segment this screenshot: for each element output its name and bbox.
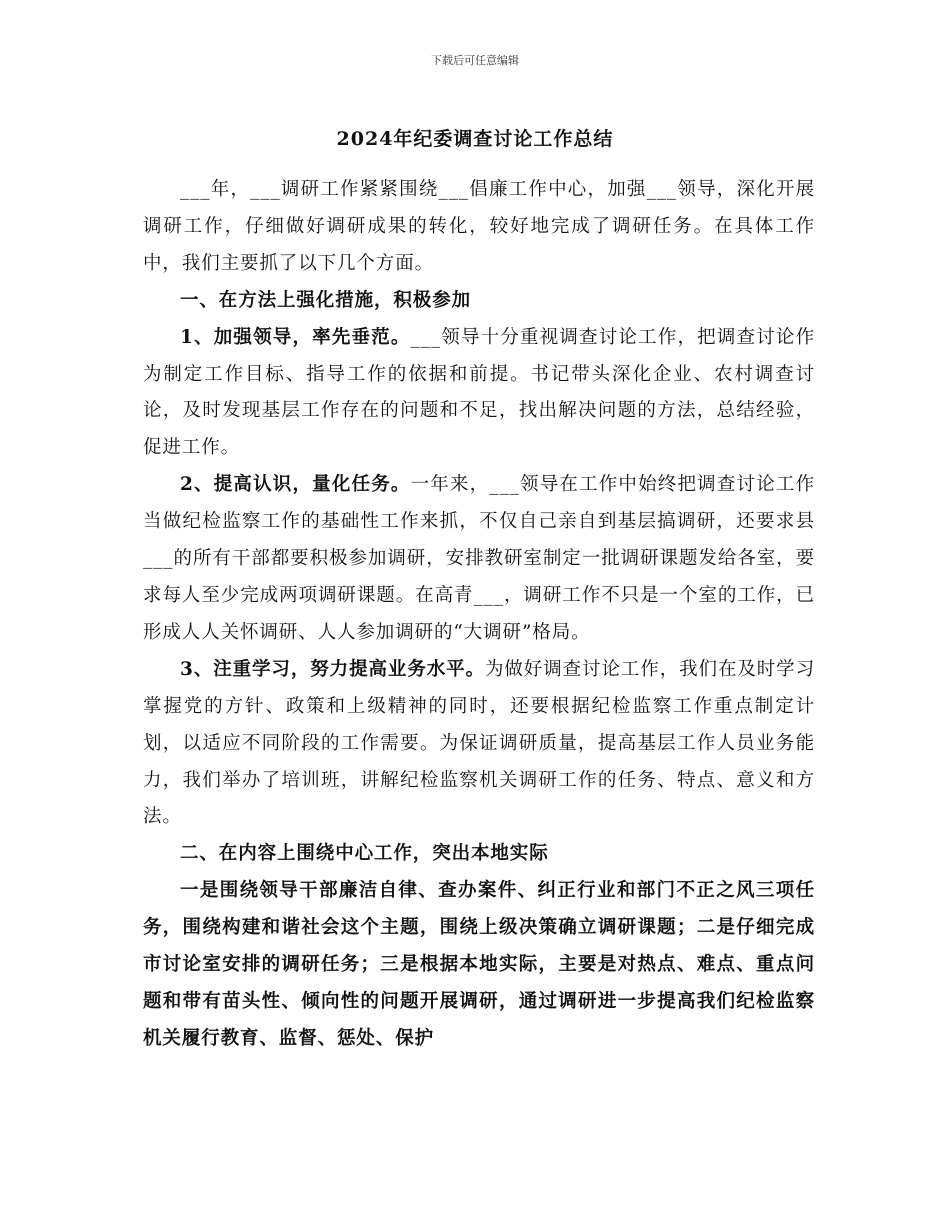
intro-paragraph: ___年，___调研工作紧紧围绕___倡廉工作中心，加强___领导，深化开展调研工作，仔细做好调研成果的转化，较好地完成了调研任务。在具体工作中，我们主要抓了以下几个方面。 — [143, 179, 815, 274]
item-1-lead: 1、加强领导，率先垂范。 — [180, 326, 411, 348]
document-title: 2024年纪委调查讨论工作总结 — [336, 128, 614, 150]
section-heading-1: 一、在方法上强化措施，积极参加 — [180, 289, 472, 311]
item-1-body: ___领导十分重视调查讨论工作，把调查讨论作为制定工作目标、指导工作的依据和前提。书记带头深化企业、农村调查讨论，及时发现基层工作存在的问题和不足，找出解决问题的方法，总结经验，促进工作。 — [143, 326, 815, 459]
item-2-lead: 2、提高认识，量化任务。 — [180, 474, 411, 496]
item-3-lead: 3、注重学习，努力提高业务水平。 — [180, 658, 485, 680]
section-heading-2: 二、在内容上围绕中心工作，突出本地实际 — [180, 843, 549, 865]
paragraph-item-2 — [143, 467, 815, 652]
document-body — [143, 172, 815, 1058]
item-2-body: 一年来，___领导在工作中始终把调查讨论工作当做纪检监察工作的基础性工作来抓，不仅自己亲自到基层搞调研，还要求县___的所有干部都要积极参加调研，安排教研室制定一批调研课题发给各室，要求每人至少完成两项调研课题。在高青___，调研工作不只是一个室的工作，已形成人人关怀调研、人人参加调研的“大调研”格局。 — [143, 474, 815, 643]
section-2-paragraph: 一是围绕领导干部廉洁自律、查办案件、纠正行业和部门不正之风三项任务，围绕构建和谐社会这个主题，围绕上级决策确立调研课题；二是仔细完成市讨论室安排的调研任务；三是根据本地实际，主要是对热点、难点、重点问题和带有苗头性、倾向性的问题开展调研，通过调研进一步提高我们纪检监察机关履行教育、监督、惩处、保护 — [143, 880, 815, 1049]
paragraph-item-3 — [143, 652, 815, 837]
item-3-body: 为做好调查讨论工作，我们在及时学习掌握党的方针、政策和上级精神的同时，还要根据纪检监察工作重点制定计划，以适应不同阶段的工作需要。为保证调研质量，提高基层工作人员业务能力，我们举办了培训班，讲解纪检监察机关调研工作的任务、特点、意义和方法。 — [143, 658, 815, 828]
paragraph-item-1 — [143, 320, 815, 468]
header-note: 下载后可任意编辑 — [431, 54, 519, 67]
